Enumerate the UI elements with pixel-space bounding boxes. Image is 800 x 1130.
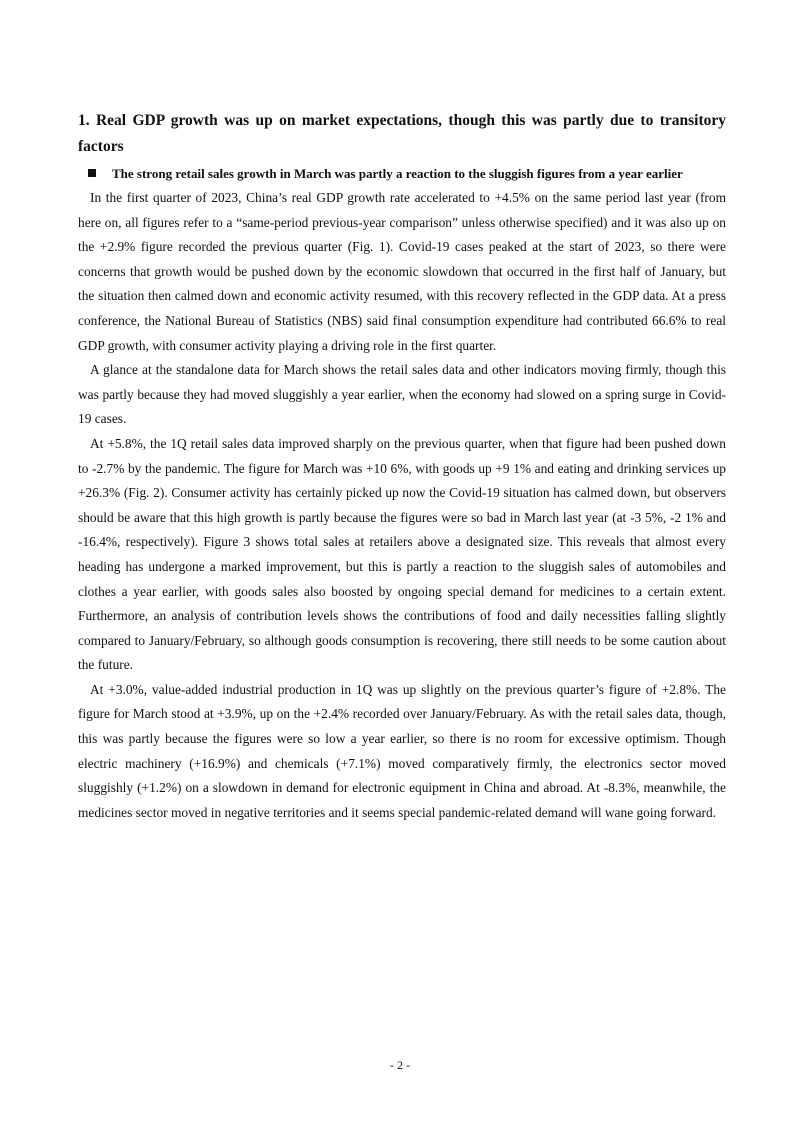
page-number: - 2 -: [390, 1058, 410, 1072]
paragraph-retail-sales: At +5.8%, the 1Q retail sales data improved sharply on the previous quarter, when that figure had been pushed down to -2.7% by the pandemic. The figure for March was +10 6%, with goods up +9 1% and eating and drinking services up +26.3% (Fig. 2). Consumer activity has certainly picked up now the Covid-19 situation has calmed down, but observers should be aware that this high growth is partly because the figures were so bad in March last year (at -3 5%, -2 1% and -16.4%, respectively). Figure 3 shows total sales at retailers above a designated size. This reveals that almost every heading has undergone a marked improvement, but this is partly a reaction to the sluggish sales of automobiles and clothes a year earlier, with goods sales also boosted by ongoing special demand for medicines to a certain extent. Furthermore, an analysis of contribution levels shows the contributions of food and daily necessities falling slightly compared to January/February, so although goods consumption is recovering, there still needs to be some caution about the future.: [78, 435, 726, 673]
section-title: 1. Real GDP growth was up on market expectations, though this was partly due to transitory factors: [78, 112, 726, 155]
paragraph-gdp-growth: In the first quarter of 2023, China’s real GDP growth rate accelerated to +4.5% on the same period last year (from here on, all figures refer to a “same-period previous-year comparison” unless otherwise specified) and it was also up on the +2.9% figure recorded the previous quarter (Fig. 1). Covid-19 cases peaked at the start of 2023, so there were concerns that growth would be pushed down by the economic slowdown that occurred in the first half of January, but the situation then calmed down and economic activity resumed, with this recovery reflected in the GDP data. At a press conference, the National Bureau of Statistics (NBS) said final consumption expenditure had contributed 66.6% to real GDP growth, with consumer activity playing a driving role in the first quarter.: [78, 190, 726, 353]
paragraph-industrial-production: At +3.0%, value-added industrial production in 1Q was up slightly on the previous quarter’s figure of +2.8%. The figure for March stood at +3.9%, up on the +2.4% recorded over January/February. As with the retail sales data, though, this was partly because the figures were so low a year earlier, so there is no room for excessive optimism. Though electric machinery (+16.9%) and chemicals (+7.1%) moved comparatively firmly, the electronics sector moved sluggishly (+1.2%) on a slowdown in demand for electronic equipment in China and abroad. At -8.3%, meanwhile, the medicines sector moved in negative territories and it seems special pandemic-related demand will wane going forward.: [78, 681, 726, 820]
subsection-heading: [88, 162, 726, 186]
square-bullet-icon: [88, 169, 96, 177]
paragraph-march-standalone: A glance at the standalone data for March shows the retail sales data and other indicators moving firmly, though this was partly because they had moved sluggishly a year earlier, when the economy had slowed on a spring surge in Covid-19 cases.: [78, 362, 726, 427]
document-page: [78, 108, 726, 825]
subsection-heading-text: The strong retail sales growth in March was partly a reaction to the sluggish figures from a year earlier: [112, 166, 683, 181]
